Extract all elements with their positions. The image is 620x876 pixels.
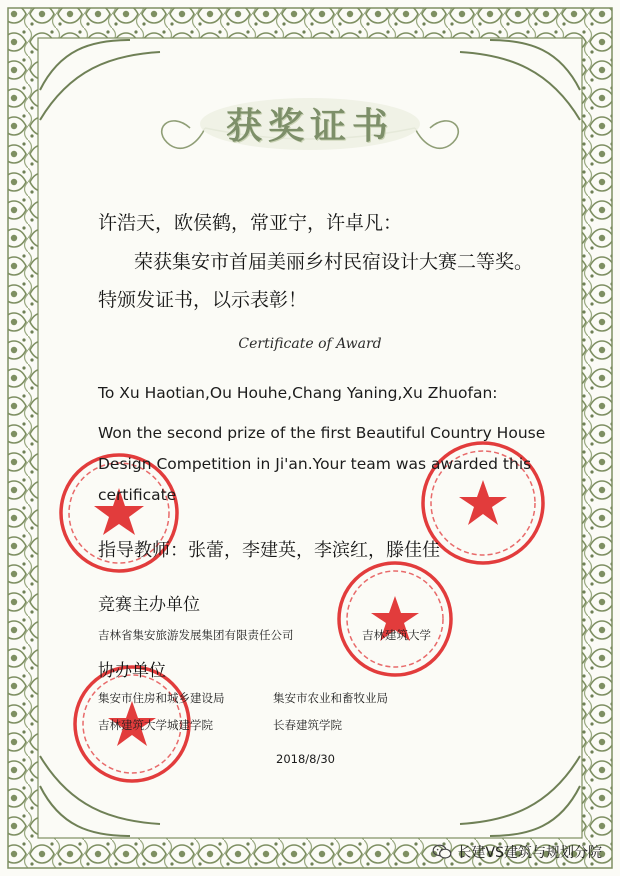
co-organizer-item: 吉林建筑大学城建学院	[98, 718, 213, 732]
award-english-line: Won the second prize of the first Beautiful Country House	[98, 424, 546, 442]
certificate-english-title: Certificate of Award	[238, 336, 382, 352]
organizer-item: 吉林省集安旅游发展集团有限责任公司	[98, 628, 294, 642]
co-organizer-item: 长春建筑学院	[273, 718, 342, 732]
seal-jilin-jianzhu-university	[336, 560, 454, 678]
watermark	[432, 842, 602, 862]
issue-date: 2018/8/30	[276, 752, 335, 766]
issue-statement-chinese: 特颁发证书，以示表彰！	[98, 289, 308, 311]
co-organizer-item: 集安市农业和畜牧业局	[273, 691, 388, 705]
certificate-title: 获奖证书	[225, 105, 394, 147]
co-organizer-item: 集安市住房和城乡建设局	[98, 691, 225, 705]
organizer-item: 吉林建筑大学	[362, 628, 431, 642]
award-english-line: certificate	[98, 486, 177, 504]
watermark-text: 长建VS建筑与规划分院	[457, 845, 602, 861]
wechat-icon	[432, 844, 452, 860]
recipients-chinese: 许浩天，欧侯鹤，常亚宁，许卓凡：	[98, 212, 403, 234]
award-english-line: Design Competition in Ji'an.Your team was awarded this	[98, 455, 532, 473]
organizer-heading: 竞赛主办单位	[98, 595, 200, 615]
advisors: 指导教师：张蕾，李建英，李滨红，滕佳佳	[98, 540, 440, 561]
recipients-english: To Xu Haotian,Ou Houhe,Chang Yaning,Xu Zhuofan:	[98, 384, 498, 402]
co-organizer-heading: 协办单位	[98, 661, 166, 681]
award-chinese: 荣获集安市首届美丽乡村民宿设计大赛二等奖。	[134, 251, 534, 273]
